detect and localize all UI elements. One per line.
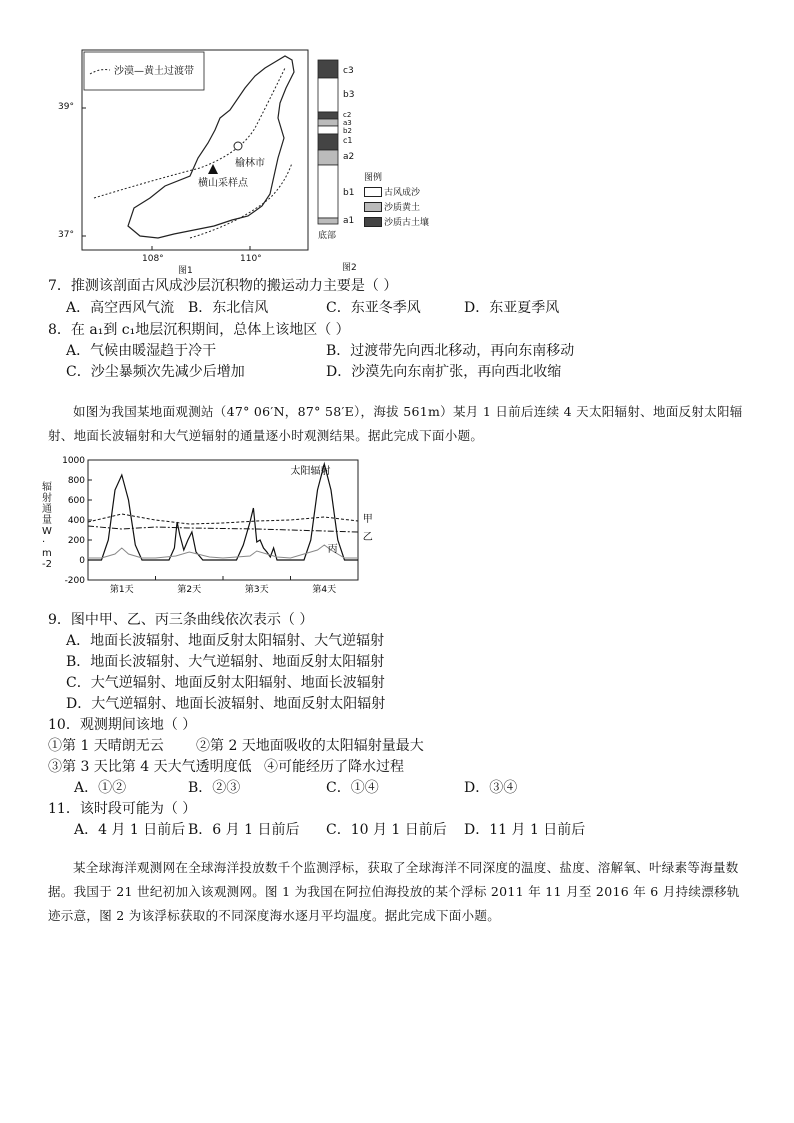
layer-c3 — [318, 60, 338, 78]
legend-title: 图例 — [364, 173, 383, 183]
lon-label-108: 108° — [142, 254, 164, 264]
label-a3: a3 — [343, 119, 352, 127]
label-a2: a2 — [343, 152, 355, 162]
legend-label-paleosol: 沙质古土壤 — [384, 218, 430, 228]
q10-statement-3: ③第 3 天比第 4 天大气透明度低 — [48, 759, 252, 775]
intro-radiation: 如图为我国某地面观测站（47° 06′N，87° 58′E），海拔 561m）某月 1 日前后连续 4 天太阳辐射、地面反射太阳辐射、地面长波辐射和大气逆辐射的通量逐小时观测结果。据此完成下面小题。 — [48, 404, 743, 443]
y-tick-label: 600 — [67, 496, 85, 506]
q7-option-b[interactable]: B．东北信风 — [188, 300, 269, 316]
legend-label-sand: 古风成沙 — [384, 188, 421, 198]
q8-option-d[interactable]: D．沙漠先向东南扩张，再向西北收缩 — [326, 364, 562, 380]
map-legend-label: 沙漠—黄土过渡带 — [114, 66, 194, 77]
q8-option-c[interactable]: C．沙尘暴频次先减少后增加 — [66, 364, 245, 380]
q11-stem: 11．该时段可能为（ ） — [48, 801, 197, 817]
radiation-chart-svg — [48, 452, 373, 602]
q8-option-b[interactable]: B．过渡带先向西北移动，再向东南移动 — [326, 343, 575, 359]
chart-plot-frame — [88, 460, 358, 580]
legend-item — [364, 214, 454, 229]
q9-stem: 9．图中甲、乙、丙三条曲线依次表示（ ） — [48, 612, 314, 628]
label-b2: b2 — [343, 127, 352, 135]
figure-column — [316, 58, 456, 273]
q8-stem: 8．在 a₁到 c₁地层沉积期间，总体上该地区（ ） — [48, 322, 350, 338]
layer-a3 — [318, 119, 338, 126]
x-day-label: 第2天 — [177, 585, 202, 595]
y-tick-label: 1000 — [62, 456, 85, 466]
column-legend — [364, 184, 454, 229]
annotation-bing: 丙 — [327, 544, 338, 555]
q7-stem: 7．推测该剖面古风成沙层沉积物的搬运动力主要是（ ） — [48, 278, 398, 294]
layer-c1 — [318, 134, 338, 150]
series-bing-line — [88, 545, 358, 558]
y-tick-label: 800 — [67, 476, 85, 486]
annotation-jia: 甲 — [362, 514, 373, 525]
layer-c2 — [318, 112, 338, 119]
legend-swatch-sand — [364, 187, 382, 197]
column-bottom-label: 底部 — [318, 231, 337, 241]
city-marker — [234, 142, 242, 150]
series-solar-line — [88, 464, 358, 560]
q11-option-b[interactable]: B．6 月 1 日前后 — [188, 822, 300, 838]
q9-option-d[interactable]: D．大气逆辐射、地面长波辐射、地面反射太阳辐射 — [66, 696, 386, 712]
city-label: 榆林市 — [235, 158, 265, 169]
layer-a1 — [318, 218, 338, 224]
map-svg — [80, 48, 310, 273]
q7-option-d[interactable]: D．东亚夏季风 — [464, 300, 560, 316]
lat-label-39: 39° — [58, 102, 74, 112]
intro-ocean: 某全球海洋观测网在全球海洋投放数千个监测浮标，获取了全球海洋不同深度的温度、盐度、溶解氧、叶绿素等海量数据。我国于 21 世纪初加入该观测网。图 1 为我国在阿拉伯海投放的某个浮标 2011 年 11 月至 2016 年 6 月持续漂移轨迹示意，图 2 为该浮标获取的不同深度海水逐月平均温度。据此完成下面小题。 — [48, 860, 740, 923]
label-c2: c2 — [343, 111, 352, 119]
q7-option-c[interactable]: C．东亚冬季风 — [326, 300, 421, 316]
lat-label-37: 37° — [58, 230, 74, 240]
q10-option-a[interactable]: A．①② — [74, 780, 127, 796]
q7-option-a[interactable]: A．高空西风气流 — [66, 300, 175, 316]
layer-b3 — [318, 78, 338, 112]
label-c1: c1 — [343, 136, 353, 145]
figure-map — [58, 48, 310, 276]
legend-item — [364, 199, 454, 214]
x-day-label: 第3天 — [244, 585, 269, 595]
q10-statement-4: ④可能经历了降水过程 — [264, 759, 404, 775]
legend-swatch-loess — [364, 202, 382, 212]
label-a1: a1 — [343, 216, 355, 226]
chart-ylabel: 辐射通量W·m-2 — [42, 482, 52, 570]
y-tick-label: 0 — [79, 556, 85, 566]
q10-statement-2: ②第 2 天地面吸收的太阳辐射量最大 — [196, 738, 424, 754]
layer-b1 — [318, 165, 338, 218]
lon-label-110: 110° — [240, 254, 262, 264]
label-b3: b3 — [343, 90, 355, 100]
q10-option-c[interactable]: C．①④ — [326, 780, 379, 796]
column-svg — [316, 58, 346, 228]
label-b1: b1 — [343, 188, 355, 198]
series-jia-line — [88, 514, 358, 524]
annotation-solar: 太阳辐射 — [290, 466, 331, 477]
q9-option-c[interactable]: C．大气逆辐射、地面反射太阳辐射、地面长波辐射 — [66, 675, 385, 691]
y-tick-label: 400 — [67, 516, 85, 526]
q10-statement-1: ①第 1 天晴朗无云 — [48, 738, 164, 754]
q11-option-c[interactable]: C．10 月 1 日前后 — [326, 822, 447, 838]
y-tick-label: -200 — [64, 576, 85, 586]
q10-option-d[interactable]: D．③④ — [464, 780, 518, 796]
q10-option-b[interactable]: B．②③ — [188, 780, 241, 796]
q11-option-a[interactable]: A．4 月 1 日前后 — [74, 822, 186, 838]
legend-item — [364, 184, 454, 199]
column-caption: 图2 — [342, 263, 357, 273]
layer-b2 — [318, 126, 338, 134]
x-day-label: 第1天 — [109, 585, 134, 595]
site-label: 横山采样点 — [198, 178, 248, 189]
q9-option-b[interactable]: B．地面长波辐射、大气逆辐射、地面反射太阳辐射 — [66, 654, 385, 670]
q11-option-d[interactable]: D．11 月 1 日前后 — [464, 822, 586, 838]
legend-label-loess: 沙质黄土 — [384, 203, 421, 213]
radiation-chart — [42, 452, 373, 602]
annotation-yi: 乙 — [362, 532, 373, 543]
q10-stem: 10．观测期间该地（ ） — [48, 717, 197, 733]
label-c3: c3 — [343, 66, 354, 76]
series-yi-line — [88, 526, 358, 532]
legend-swatch-paleosol — [364, 217, 382, 227]
x-day-label: 第4天 — [312, 585, 337, 595]
q9-option-a[interactable]: A．地面长波辐射、地面反射太阳辐射、大气逆辐射 — [66, 633, 385, 649]
layer-a2 — [318, 150, 338, 165]
map-caption: 图1 — [178, 266, 193, 276]
q8-option-a[interactable]: A．气候由暖湿趋于冷干 — [66, 343, 217, 359]
y-tick-label: 200 — [67, 536, 85, 546]
